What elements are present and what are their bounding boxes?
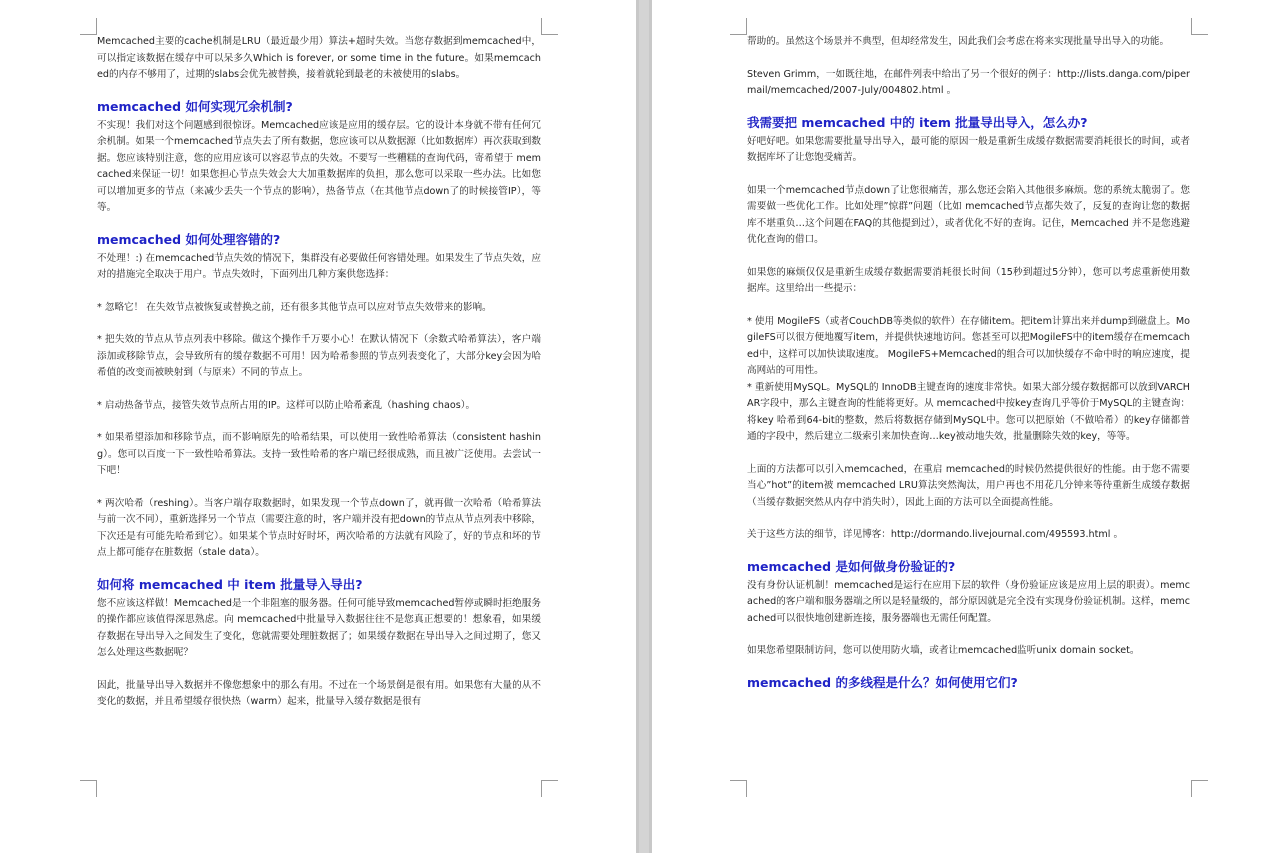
paragraph: Steven Grimm，一如既往地，在邮件列表中给出了另一个很好的例子：http://lists.danga.com/pipermail/memcached/2007-July/004802.html 。 bbox=[747, 68, 1190, 96]
paragraph: 因此，批量导出导入数据并不像您想象中的那么有用。不过在一个场景倒是很有用。如果您有大量的从不变化的数据，并且希望缓存很快热（warm）起来，批量导入缓存数据是很有 bbox=[97, 679, 541, 707]
page-corner-mark bbox=[1191, 18, 1208, 35]
paragraph: 不实现！我们对这个问题感到很惊讶。Memcached应该是应用的缓存层。它的设计本身就不带有任何冗余机制。如果一个memcached节点失去了所有数据，您应该可以从数据源（比如数据库）再次获取到数据。您应该特别注意，您的应用应该可以容忍节点的失效。不要写一些糟糕的查询代码，寄希望于 memcached来保证一切！如果您担心节点失效会大大加重数据库的负担，那么您可以采取一些办法。比如您可以增加更多的节点（来减少丢失一个节点的影响），热备节点（在其他节点down了的时候接管IP），等等。 bbox=[97, 119, 541, 213]
section-heading: memcached 如何处理容错的? bbox=[97, 231, 281, 247]
page-corner-mark bbox=[730, 18, 747, 35]
document-page-right bbox=[652, 0, 1287, 853]
paragraph: * 如果希望添加和移除节点，而不影响原先的哈希结果，可以使用一致性哈希算法（consistent hashing）。您可以百度一下一致性哈希算法。支持一致性哈希的客户端已经很成熟，而且被广泛使用。去尝试一下吧！ bbox=[97, 432, 541, 476]
paragraph: 好吧好吧。如果您需要批量导出导入，最可能的原因一般是重新生成缓存数据需要消耗很长的时间，或者数据库坏了让您饱受痛苦。 bbox=[747, 135, 1190, 163]
paragraph: 如果一个memcached节点down了让您很痛苦，那么您还会陷入其他很多麻烦。您的系统太脆弱了。您需要做一些优化工作。比如处理”惊群”问题（比如 memcached节点都失效了，反复的查询让您的数据库不堪重负…这个问题在FAQ的其他提到过），或者优化不好的查询。记住，Memcached 并不是您逃避优化查询的借口。 bbox=[747, 184, 1190, 245]
paragraph: 帮助的。虽然这个场景并不典型，但却经常发生，因此我们会考虑在将来实现批量导出导入的功能。 bbox=[747, 36, 1170, 47]
section-heading: 如何将 memcached 中 item 批量导入导出? bbox=[97, 576, 363, 592]
paragraph: 如果您希望限制访问，您可以使用防火墙，或者让memcached监听unix domain socket。 bbox=[747, 645, 1140, 656]
section-heading: memcached 的多线程是什么？如何使用它们? bbox=[747, 674, 1018, 690]
paragraph: 关于这些方法的细节，详见博客：http://dormando.livejournal.com/495593.html 。 bbox=[747, 529, 1124, 540]
document-page-left bbox=[0, 0, 636, 853]
page-corner-mark bbox=[541, 780, 558, 797]
paragraph: 不处理！:) 在memcached节点失效的情况下，集群没有必要做任何容错处理。如果发生了节点失效，应对的措施完全取决于用户。节点失效时，下面列出几种方案供您选择： bbox=[97, 252, 541, 280]
paragraph: * 忽略它！ 在失效节点被恢复或替换之前，还有很多其他节点可以应对节点失效带来的影响。 bbox=[97, 301, 492, 313]
paragraph: * 启动热备节点，接管失效节点所占用的IP。这样可以防止哈希紊乱（hashing chaos）。 bbox=[97, 399, 476, 411]
paragraph: 没有身份认证机制！memcached是运行在应用下层的软件（身份验证应该是应用上层的职责）。memcached的客户端和服务器端之所以是轻量级的，部分原因就是完全没有实现身份验证机制。这样，memcached可以很快地创建新连接，服务器端也无需任何配置。 bbox=[747, 579, 1190, 624]
page-corner-mark bbox=[80, 18, 97, 35]
page-content bbox=[97, 34, 541, 727]
paragraph: * 把失效的节点从节点列表中移除。做这个操作千万要小心！在默认情况下（余数式哈希算法），客户端添加或移除节点，会导致所有的缓存数据不可用！因为哈希参照的节点列表变化了，大部分key会因为哈希值的改变而被映射到（与原来）不同的节点上。 bbox=[97, 334, 541, 378]
page-corner-mark bbox=[1191, 780, 1208, 797]
page-content bbox=[747, 34, 1190, 694]
paragraph: 上面的方法都可以引入memcached，在重启 memcached的时候仍然提供很好的性能。由于您不需要当心”hot”的item被 memcached LRU算法突然淘汰，用户再也不用花几分钟来等待重新生成缓存数据（当缓存数据突然从内存中消失时），因此上面的方法可以全面提高性能。 bbox=[747, 463, 1190, 508]
section-heading: 我需要把 memcached 中的 item 批量导出导入，怎么办? bbox=[747, 114, 1088, 130]
paragraph: * 两次哈希（reshing）。当客户端存取数据时，如果发现一个节点down了，就再做一次哈希（哈希算法与前一次不同），重新选择另一个节点（需要注意的时，客户端并没有把down的节点从节点列表中移除，下次还是有可能先哈希到它）。如果某个节点时好时坏，两次哈希的方法就有风险了，好的节点和坏的节点上都可能存在脏数据（stale data）。 bbox=[97, 497, 541, 558]
section-heading: memcached 如何实现冗余机制? bbox=[97, 98, 293, 114]
page-corner-mark bbox=[730, 780, 747, 797]
section-heading: memcached 是如何做身份验证的? bbox=[747, 558, 956, 574]
page-corner-mark bbox=[80, 780, 97, 797]
page-gap bbox=[636, 0, 652, 853]
paragraph: * 使用 MogileFS（或者CouchDB等类似的软件）在存储item。把item计算出来并dump到磁盘上。MogileFS可以很方便地覆写item，并提供快速地访问。您甚至可以把MogileFS中的item缓存在memcached中，这样可以加快读取速度。 MogileFS+Memcached的组合可以加快缓存不命中时的响应速度，提高网站的可用性。 * 重新使用MySQL。MySQL的 InnoDB主键查询的速度非常快。如果大部分缓存数据都可以放到VARCHAR字段中，那么主键查询的性能将更好。从 memcached中按key查询几乎等价于MySQL的主键查询：将key 哈希到64-bit的整数，然后将数据存储到MySQL中。您可以把原始（不做哈希）的key存储都普通的字段中，然后建立二级索引来加快查询…key被动地失效，批量删除失效的key，等等。 bbox=[747, 315, 1190, 442]
page-corner-mark bbox=[541, 18, 558, 35]
paragraph: 如果您的麻烦仅仅是重新生成缓存数据需要消耗很长时间（15秒到超过5分钟），您可以考虑重新使用数据库。这里给出一些提示： bbox=[747, 266, 1190, 294]
paragraph: Memcached主要的cache机制是LRU（最近最少用）算法+超时失效。当您存数据到memcached中，可以指定该数据在缓存中可以呆多久Which is forever, or some time in the future。如果memcached的内存不够用了，过期的slabs会优先被替换，接着就轮到最老的未被使用的slabs。 bbox=[97, 36, 541, 80]
paragraph: 您不应该这样做！Memcached是一个非阻塞的服务器。任何可能导致memcached暂停或瞬时拒绝服务的操作都应该值得深思熟虑。向 memcached中批量导入数据往往不是您真正想要的！想象看，如果缓存数据在导出导入之间发生了变化，您就需要处理脏数据了；如果缓存数据在导出导入之间过期了，您又怎么处理这些数据呢？ bbox=[97, 597, 541, 658]
